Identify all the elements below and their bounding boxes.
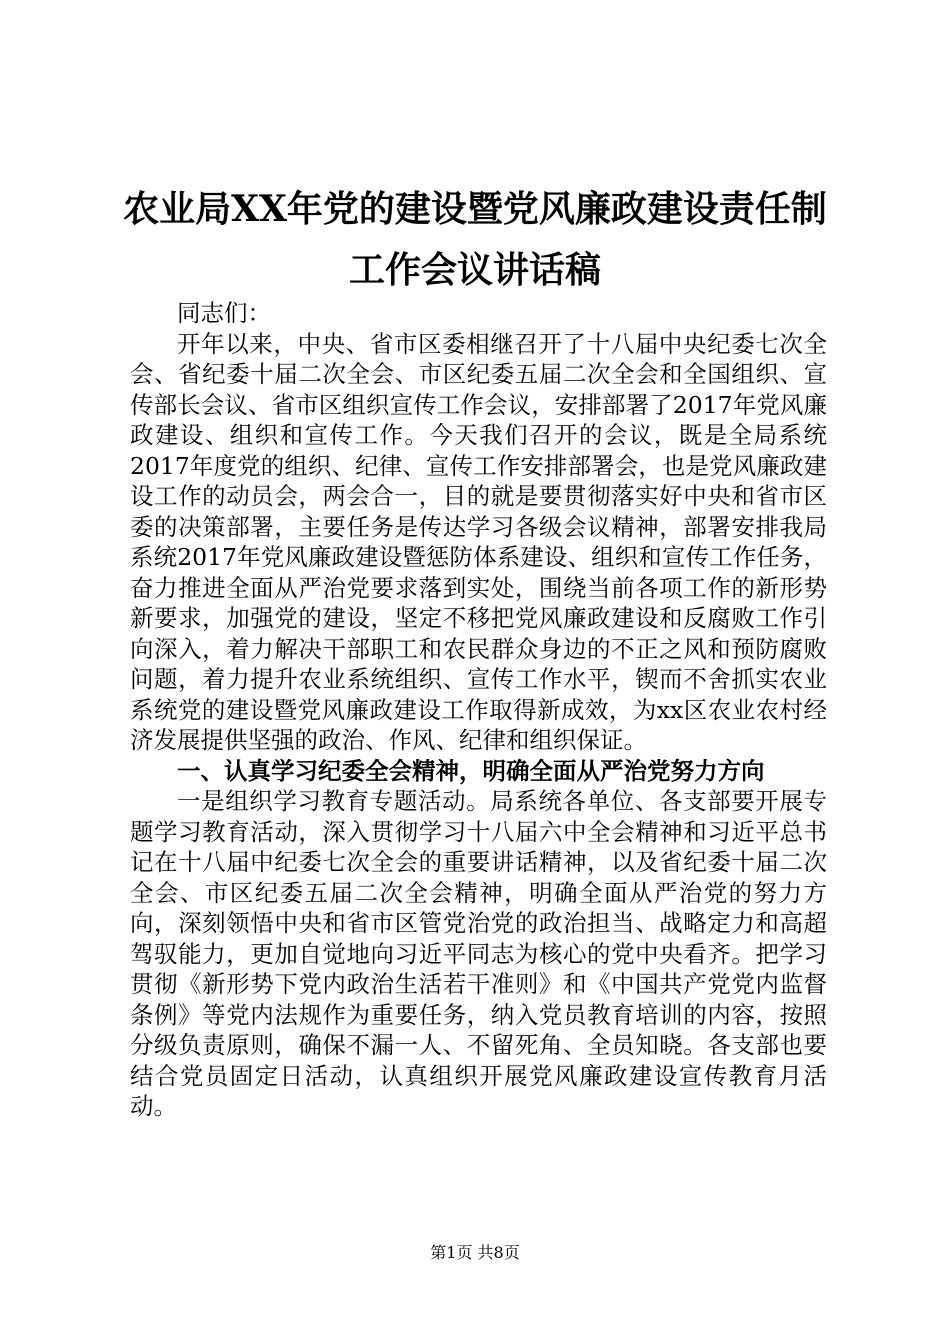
document-title-line-2: 工作会议讲话稿 <box>348 249 601 291</box>
section-heading: 一、认真学习纪委全会精神，明确全面从严治党努力方向 <box>177 756 765 785</box>
document-title-line-1: 农业局XX年党的建设暨党风廉政建设责任制 <box>123 188 827 230</box>
salutation: 同志们： <box>177 299 271 327</box>
section-paragraph: 一是组织学习教育专题活动。局系统各单位、各支部要开展专题学习教育活动，深入贯彻学习十八届六中全会精神和习近平总书记在十八届中纪委七次全会的重要讲话精神，以及省纪委十届二次全会、市区纪委五届二次全会精神，明确全面从严治党的努力方向，深刻领悟中央和省市区管党治党的政治担当、战略定力和高超驾驭能力，更加自觉地向习近平同志为核心的党中央看齐。把学习贯彻《新形势下党内政治生活若干准则》和《中国共产党党内监督条例》等党内法规作为重要任务，纳入党员教育培训的内容，按照分级负责原则，确保不漏一人、不留死角、全员知晓。各支部也要结合党员固定日活动，认真组织开展党风廉政建设宣传教育月活动。 <box>130 787 827 1120</box>
page-number-footer: 第1页 共8页 <box>430 1243 520 1262</box>
document-body <box>130 298 827 1122</box>
intro-paragraph: 开年以来，中央、省市区委相继召开了十八届中央纪委七次全会、省纪委十届二次全会、市区纪委五届二次全会和全国组织、宣传部长会议、省市区组织宣传工作会议，安排部署了2017年党风廉政建设、组织和宣传工作。今天我们召开的会议，既是全局系统2017年度党的组织、纪律、宣传工作安排部署会，也是党风廉政建设工作的动员会，两会合一，目的就是要贯彻落实好中央和省市区委的决策部署，主要任务是传达学习各级会议精神，部署安排我局系统2017年党风廉政建设暨惩防体系建设、组织和宣传工作任务，奋力推进全面从严治党要求落到实处，围绕当前各项工作的新形势新要求，加强党的建设，坚定不移把党风廉政建设和反腐败工作引向深入，着力解决干部职工和农民群众身边的不正之风和预防腐败问题，着力提升农业系统组织、宣传工作水平，锲而不舍抓实农业系统党的建设暨党风廉政建设工作取得新成效，为xx区农业农村经济发展提供坚强的政治、作风、纪律和组织保证。 <box>130 329 827 754</box>
